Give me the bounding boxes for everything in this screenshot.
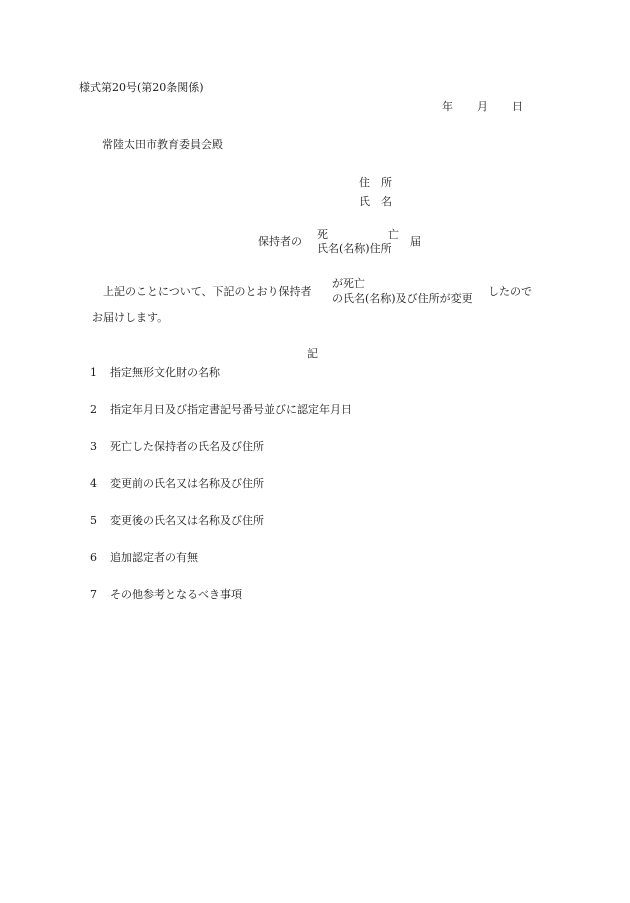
item-text: その他参考となるべき事項 [110, 588, 242, 601]
list-item [90, 367, 220, 378]
body-upper: が死亡 [332, 277, 365, 290]
item-text: 指定年月日及び指定書記号番号並びに認定年月日 [110, 403, 352, 416]
name-label-b: 名 [381, 195, 392, 208]
body-line2: お届けします。 [92, 311, 169, 324]
item-number: 2 [90, 403, 97, 416]
item-number: 4 [90, 477, 97, 490]
date-day: 日 [512, 100, 523, 113]
addressee: 常陸太田市教育委員会殿 [102, 138, 223, 151]
item-number: 6 [90, 551, 97, 564]
title-lower: 氏名(名称)住所 [317, 242, 392, 255]
item-text: 変更後の氏名又は名称及び住所 [110, 514, 264, 527]
item-text: 追加認定者の有無 [110, 551, 198, 564]
title-upper-a: 死 [317, 228, 328, 241]
item-number: 7 [90, 588, 97, 601]
list-item [90, 515, 264, 526]
title-upper-b: 亡 [388, 228, 399, 241]
body-lower: の氏名(名称)及び住所が変更 [332, 292, 473, 305]
title-suffix: 届 [410, 235, 421, 248]
item-text: 指定無形文化財の名称 [110, 366, 220, 379]
name-label-a: 氏 [359, 195, 370, 208]
item-text: 変更前の氏名又は名称及び住所 [110, 477, 264, 490]
item-number: 1 [90, 366, 97, 379]
list-item [90, 441, 264, 452]
date-line [442, 101, 523, 112]
item-number: 5 [90, 514, 97, 527]
ki-heading: 記 [307, 347, 318, 360]
address-label [359, 177, 392, 188]
list-item [90, 589, 242, 600]
date-year: 年 [442, 100, 453, 113]
list-item [90, 478, 264, 489]
title-prefix: 保持者の [258, 235, 302, 248]
list-item [90, 552, 198, 563]
item-text: 死亡した保持者の氏名及び住所 [110, 440, 264, 453]
name-label [359, 196, 392, 207]
address-label-b: 所 [381, 176, 392, 189]
form-number: 様式第20号(第20条関係) [79, 81, 204, 94]
body-tail: したので [488, 285, 532, 298]
list-item [90, 404, 352, 415]
date-month: 月 [477, 100, 488, 113]
address-label-a: 住 [359, 176, 370, 189]
body-lead: 上記のことについて、下記のとおり保持者 [103, 285, 312, 298]
item-number: 3 [90, 440, 97, 453]
